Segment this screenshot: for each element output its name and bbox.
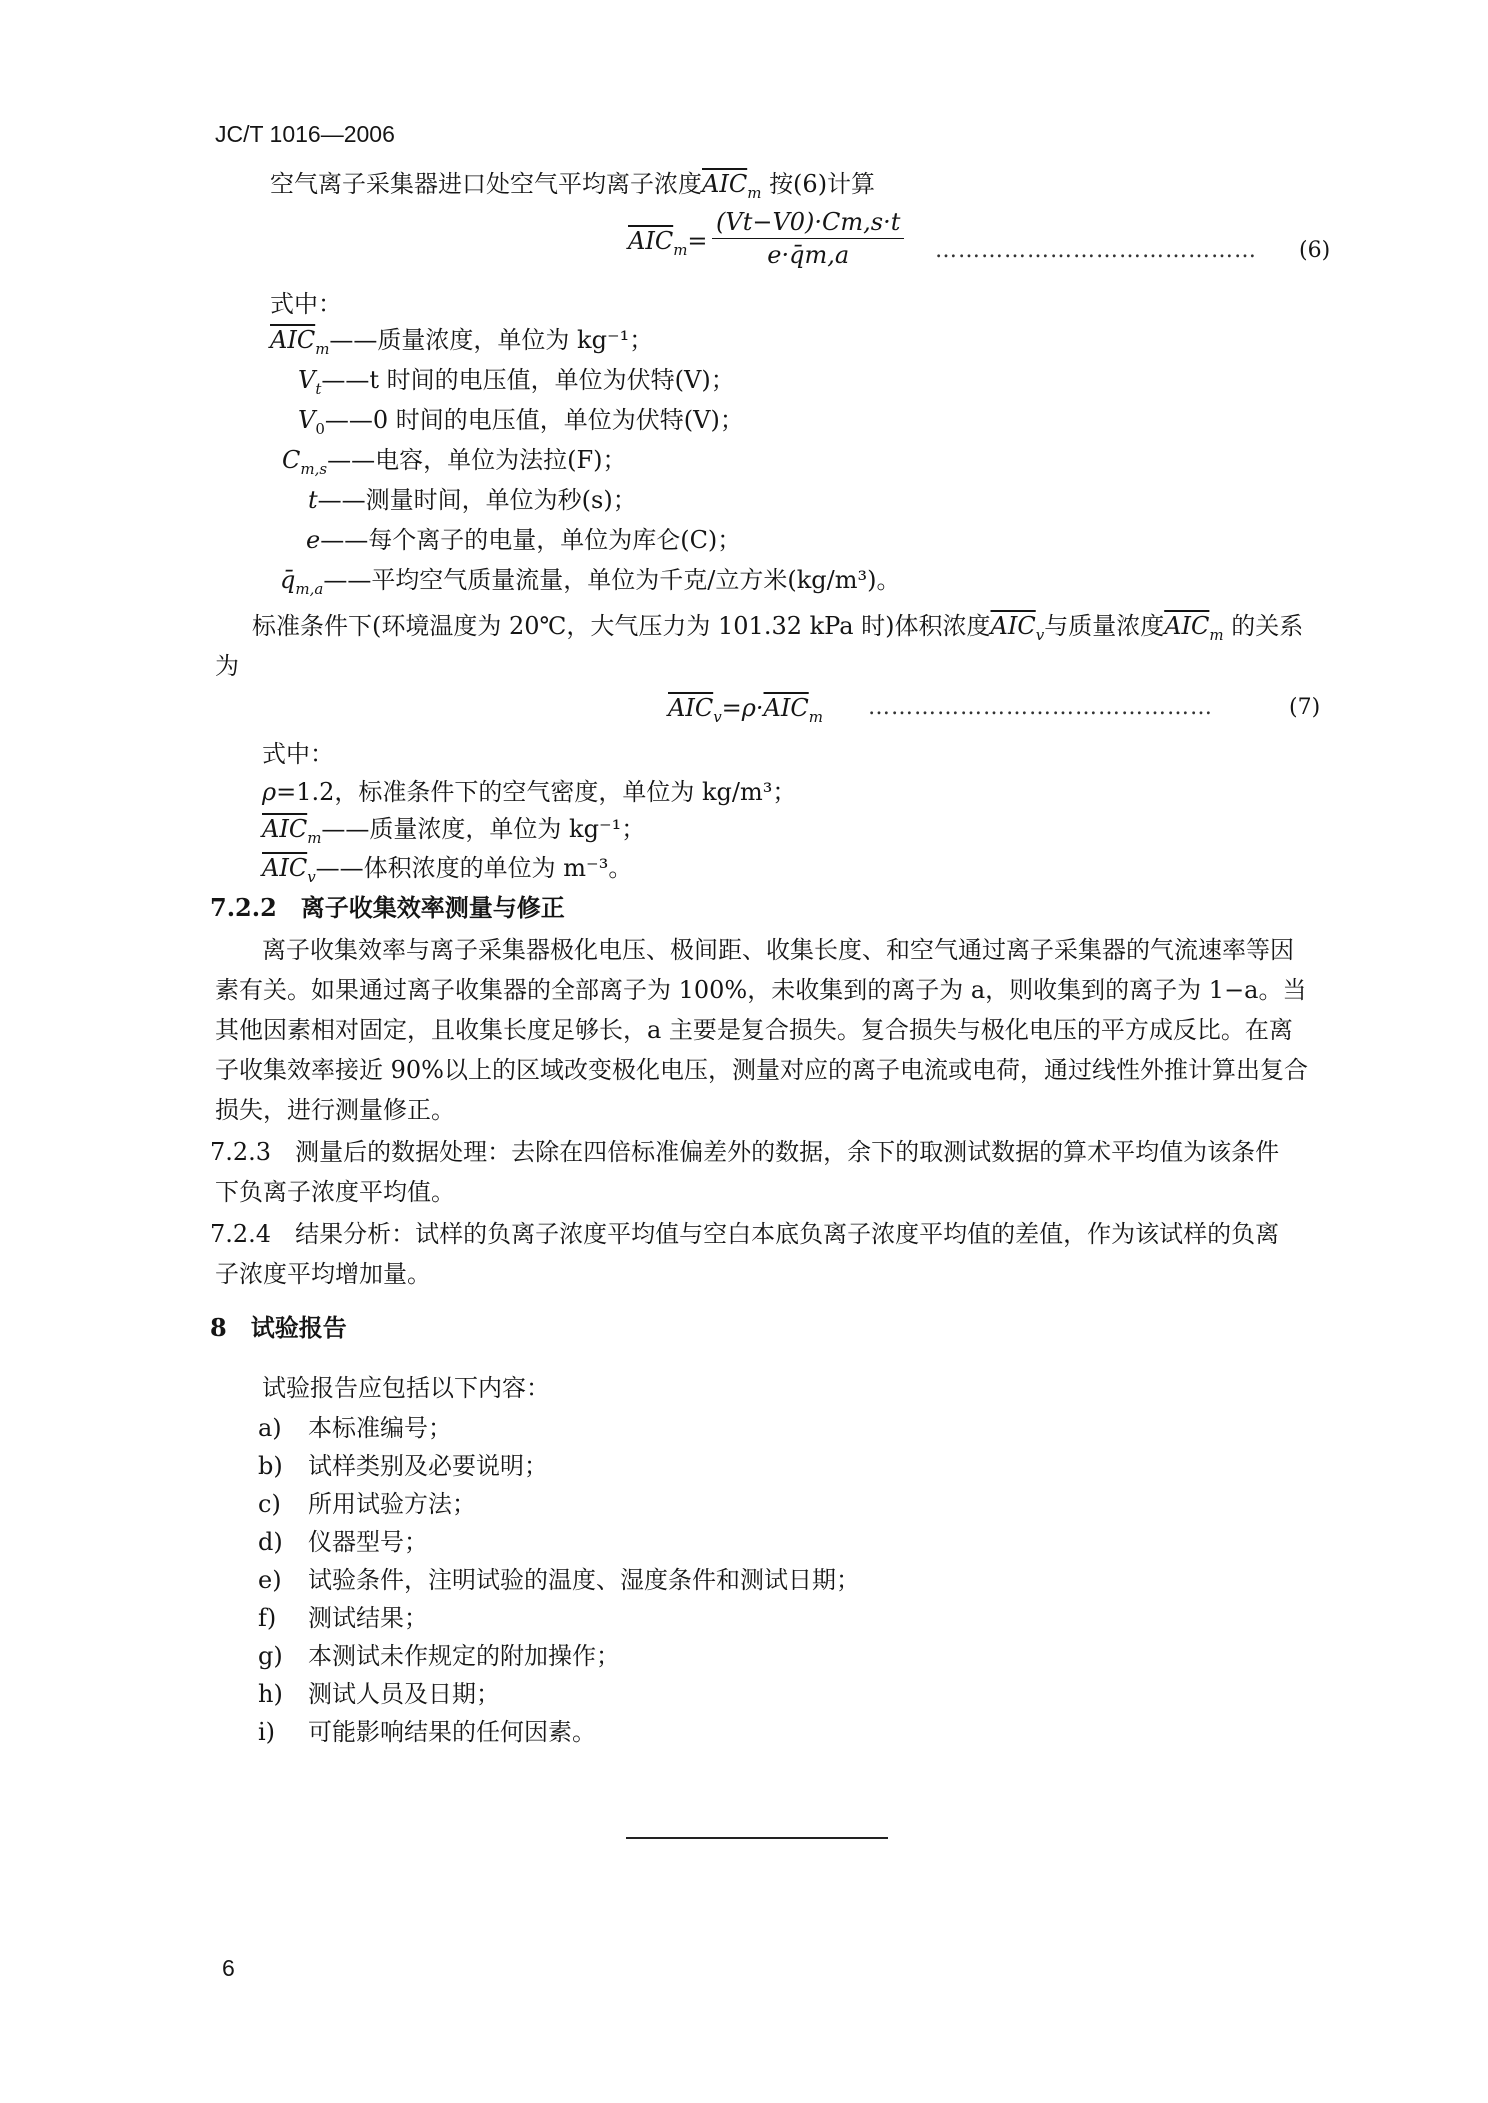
eq6-lhs: $\overline{AIC}_m=$: [628, 227, 708, 259]
paragraph-line: 其他因素相对固定，且收集长度足够长，a 主要是复合损失。复合损失与极化电压的平方成反比。在离: [215, 1016, 1293, 1044]
list-item: b) 试样类别及必要说明；: [258, 1452, 548, 1480]
eq7: $\overline{AIC}_v=\rho\cdot\overline{AIC}_m$: [668, 694, 823, 726]
paragraph-line: 离子收集效率与离子采集器极化电压、极间距、收集长度、和空气通过离子采集器的气流速率等因: [262, 936, 1294, 964]
page-number: 6: [222, 1955, 235, 1981]
list-item: e) 试验条件，注明试验的温度、湿度条件和测试日期；: [258, 1566, 860, 1594]
eq6-denominator: e·q̄m,a: [767, 241, 850, 269]
list-item: f) 测试结果；: [258, 1604, 428, 1632]
eq6-fraction: [712, 208, 904, 269]
paragraph-line: 素有关。如果通过离子收集器的全部离子为 100%，未收集到的离子为 a，则收集到的离子为 1−a。当: [215, 976, 1307, 1004]
paragraph-line: 子收集效率接近 90%以上的区域改变极化电压，测量对应的离子电流或电荷，通过线性外推计算出复合: [215, 1056, 1308, 1084]
def-e: e——每个离子的电量，单位为库仑(C)；: [306, 526, 742, 554]
section-8-title: 8 试验报告: [210, 1313, 347, 1342]
def-cms: $C_{m,s}——$电容，单位为法拉(F)；: [282, 446, 627, 478]
section-8-intro: 试验报告应包括以下内容：: [262, 1374, 550, 1402]
def-qma: $q̄_{m,a}——$平均空气质量流量，单位为千克/立方米(kg/m³)。: [280, 566, 901, 598]
paragraph-line: 损失，进行测量修正。: [215, 1096, 455, 1124]
def-v0: $V_0——0$ 时间的电压值，单位为伏特(V)；: [298, 406, 744, 438]
list-item: a) 本标准编号；: [258, 1414, 452, 1442]
section-7-2-2-title: 7.2.2 离子收集效率测量与修正: [210, 893, 565, 922]
paragraph-line: 下负离子浓度平均值。: [215, 1178, 455, 1206]
eq6-numerator: (Vt−V0)·Cm,s·t: [712, 208, 904, 239]
def-rho: ρ=1.2，标准条件下的空气密度，单位为 kg/m³；: [262, 778, 797, 806]
list-item: i) 可能影响结果的任何因素。: [258, 1718, 596, 1746]
eq6-leader-dots: ……………………………………: [935, 238, 1257, 263]
eq7-number: (7): [1289, 695, 1321, 720]
def-vt: $V_t——t$ 时间的电压值，单位为伏特(V)；: [298, 366, 735, 398]
where-label-2: 式中：: [262, 740, 334, 768]
list-item: g) 本测试未作规定的附加操作；: [258, 1642, 620, 1670]
standard-condition-line: 标准条件下(环境温度为 20℃，大气压力为 101.32 kPa 时)体积浓度$\overline{AIC}_v$与质量浓度$\overline{AIC}_m$ 的关系: [252, 612, 1304, 644]
where-label-1: 式中：: [270, 290, 342, 318]
paragraph-line: 子浓度平均增加量。: [215, 1260, 431, 1288]
end-rule: [626, 1837, 888, 1839]
standard-number: JC/T 1016—2006: [215, 121, 395, 147]
list-item: c) 所用试验方法；: [258, 1490, 476, 1518]
eq6-number: (6): [1299, 238, 1331, 263]
def2-aic-m: $\overline{AIC}_m——$质量浓度，单位为 kg⁻¹；: [262, 815, 646, 847]
paragraph-line: 7.2.4 结果分析：试样的负离子浓度平均值与空白本底负离子浓度平均值的差值，作为该试样的负离: [210, 1220, 1280, 1248]
intro-line: 空气离子采集器进口处空气平均离子浓度$\overline{AIC}_m$ 按(6)计算: [270, 170, 876, 202]
eq7-leader-dots: ………………………………………: [868, 695, 1213, 720]
def2-aic-v: $\overline{AIC}_v——$体积浓度的单位为 m⁻³。: [262, 854, 633, 886]
paragraph-line: 7.2.3 测量后的数据处理：去除在四倍标准偏差外的数据，余下的取测试数据的算术平均值为该条件: [210, 1138, 1280, 1166]
def-aic-m: $\overline{AIC}_m——$质量浓度，单位为 kg⁻¹；: [270, 326, 654, 358]
list-item: d) 仪器型号；: [258, 1528, 428, 1556]
def-t: t——测量时间，单位为秒(s)；: [308, 486, 637, 514]
standard-condition-wrap: 为: [215, 652, 239, 680]
list-item: h) 测试人员及日期；: [258, 1680, 500, 1708]
